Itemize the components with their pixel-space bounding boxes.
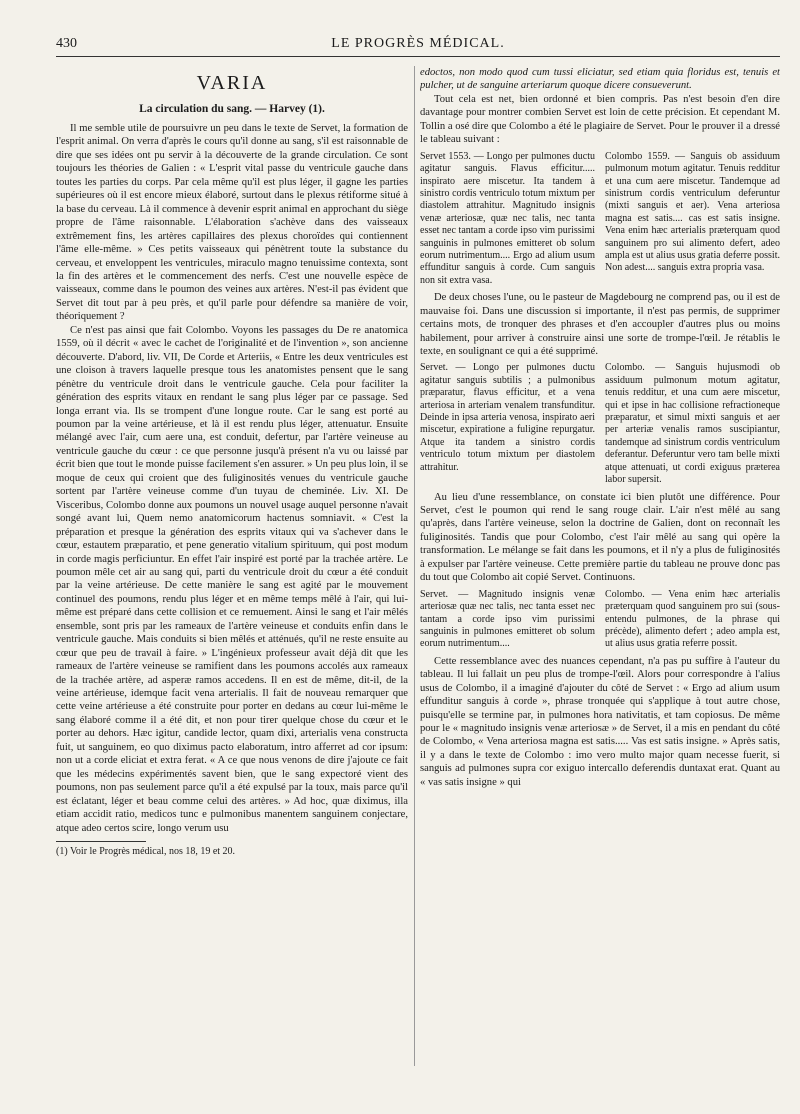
servet-column: Servet. — Longo per pulmones ductu agitatur sanguis subtilis ; a pulmonibus præparatur, flavus efficitur, et a vena arteriosa in arteriam venalem transfunditur. Deinde in ipsa arteria venosa, inspirato aeri miscetur, expiratione a fuligine repurgatur. Atque ita tandem a sinistro cordis ventriculo totum mixtum per diastolem attrahitur. [420, 362, 595, 473]
page-number: 430 [56, 36, 77, 51]
left-column [56, 66, 408, 1076]
footnote-rule [56, 841, 146, 842]
paragraph: Tout cela est net, bien ordonné et bien compris. Pas n'est besoin d'en dire davantage pour montrer combien Servet est loin de cette précision. Et cependant M. Tollin a osé dire que Colombo a été le plagiaire de Servet. Pour le prouver il a dressé le tableau suivant : [420, 93, 780, 146]
running-title: LE PROGRÈS MÉDICAL. [331, 36, 505, 51]
footnote: (1) Voir le Progrès médical, nos 18, 19 et 20. [56, 846, 236, 858]
comparison-table-2 [420, 362, 780, 486]
paragraph: Il me semble utile de poursuivre un peu dans le texte de Servet, la formation de l'esprit animal. On verra d'après le cours qu'il donne au sang, s'il est raisonnable de dire que ses idées ont pu servir à la découverte de la grande circulation. Ce sont toujours les théories de Galien : « L'esprit vital passe du ventricule gauche dans toutes les parties du corps. Par cela même qu'il est plus léger, il gagne les parties supérieures où il est encore mieux élaboré, surtout dans le plexus rétiforme situé à la base du cerveau. Là il commence à devenir esprit animal en approchant du siège propre de l'âme raisonnable. L'élaboration s'achève dans des vaisseaux extrêmement fins, les artères capillaires des plexus choroïdes qui contiennent l'âme elle-même. » Ces petits vaisseaux qui pénètrent toute la substance du cerveau, et enveloppent les ventricules, miraculo magno tenuissime contexta, sont la fin des artères et le commencement des nerfs. C'est une nouvelle espèce de vaisseaux, comme dans le poumon des veines aux artères. N'est-il pas évident que Servet dit tout par à peu près, et qu'il parle pour défendre sa manière de voir, théoriquement ? [56, 123, 408, 323]
article-title: La circulation du sang. — Harvey (1). [139, 103, 325, 115]
servet-column: Servet. — Magnitudo insignis venæ arteriosæ quæ nec talis, nec tanta esset nec tantam a corde ipso vim purissimi sanguinis in pulmones emitteret ob solum eorum nutrimentum.... [420, 588, 595, 650]
comparison-table-1 [420, 151, 780, 287]
paragraph: Ce n'est pas ainsi que fait Colombo. Voyons les passages du De re anatomica 1559, où il décrit « avec le cachet de l'originalité et de l'invention », son ancienne découverte. D'abord, liv. VII, De Corde et Arteriis, « Entre les deux ventricules est une cloison à travers laquelle presque tous les anatomistes pensent que le sang pénètre du ventricule droit dans le ventricule gauche. Cela pour faciliter la génération des esprits vitaux en rendant le sang plus léger par ce passage. Sed longa errant via. Ils se trompent d'une longue route. Car le sang est porté au poumon par la veine artérieuse, et là il est rendu plus léger, attenuatur. Ensuite mélangé avec l'air, cum aere una, est conduit, defertur, par l'artère veineuse au ventricule gauche du cœur : ce que personne jusqu'à présent n'a vu ou laissé par écrit bien que tout le monde puisse facilement s'en assurer. » Un peu plus loin, il se moque de ceux qui croient que des fuliginosités venues du ventricule gauche sortent par l'artère veineuse comme d'un tuyau de cheminée. Liv. XI. De Visceribus, Colombo donne aux poumons un nouvel usage auquel personne n'avait songé avant lui, Quem nemo anatomicorum hactenus somniavit. « C'est la préparation et presque la génération des esprits vitaux qui va s'achever dans le cœur, estautem præparatio, et pene generatio vitalium spirituum, qui post modum in corde magis perficiuntur. En effet l'air inspiré est porté par la trachée artère. Le poumon mêle cet air au sang qui, parti du ventricule droit du cœur a été conduit par la veine artérieuse. De cette manière le sang est agité par le mouvement continuel des poumons, rendu plus léger et en même temps mêlé à l'air, qui lui-même est préparé dans cette collision et ce remuement. Ainsi le sang et l'air mêlés ensemble, sont pris par les rameaux de l'artère veineuse et conduits enfin dans le ventricule gauche. Mais conduits si bien mêlés et atténués, qu'il ne reste ensuite au cœur que peu de travail à faire. » L'ingénieux professeur avait déjà dit que les rameaux de l'artère veineuse se ramifient dans les poumons accolés aux rameaux de la trachée artère, ad asperæ ramos accedens. Il en est de même, dit-il, de la veine artérieuse, idemque facit vena arterialis. Il fait de nouveau remarquer que cette veine artérieuse a été construite pour porter en dedans au cœur lui-même le sang élaboré comme il a été dit, et non pour tirer quelque chose du cœur et le porter au dehors. Hæc igitur, candide lector, quam dixi, arterialis vena constructa fuit, ut sanguinem, eo quo diximus pacto elaboratum, intro afferret ad cor ipsum: non ut a corde eliciat et extra ferat. « A ce que nous venons de dire j'ajoute ce fait que les médecins expérimentés savent bien, que le sang expectoré vient des poumons, non pas seulement parce qu'il a été expulsé par la toux, mais parce qu'il est éclatant, léger et beau comme celui des artères. » Ad hoc, quæ diximus, illa etiam accidit ratio, medicos tunc e pulmonibus manentem sanguinem conjectare, atque adeo certos scire, longo verum usu [56, 324, 408, 834]
column-divider [414, 66, 415, 1066]
servet-column: Servet 1553. — Longo per pulmones ductu agitatur sanguis. Flavus efficitur..... inspirato aere miscetur. Ita tandem à sinistro cordis ventriculo totum mixtum per diastolem attrahitur. Magnitudo insignis venæ arteriosæ, quæ nec talis, nec tanta esset nec tantam a corde ipso vim purissimi sanguinis in pulmones emitteret ob solum eorum nutrimentum.... Ergo ad alium usum effunditur sanguis à corde. Cum sanguis non sit extra vasa. [420, 150, 595, 286]
colombo-column: Colombo. — Vena enim hæc arterialis præterquam quod sanguinem pro sui (sous-entendu pulmones, de la phrase qui précède), alimento defert ; adeo ampla est, ut alius usus gratia referre possit. [605, 588, 780, 650]
colombo-column: Colombo 1559. — Sanguis ob assiduum pulmonum motum agitatur. Tenuis redditur et una cum aere miscetur. Tandemque ad sinistrum cordis ventriculum deferuntur (mixti sanguis et aer). Vena arteriosa magna est satis.... cas est satis insigne. Vena enim hæc arterialis præterquam quod sanguinem pro sui alimento defert, adeo ampla est ut alius usus gratia deferre possit. Non adest.... sanguis extra propria vasa. [605, 150, 780, 274]
right-column [420, 66, 780, 1076]
paragraph: De deux choses l'une, ou le pasteur de Magdebourg ne comprend pas, ou il est de mauvaise foi. Dans une discussion si importante, il n'est pas permis, de supprimer certains mots, de tronquer des phrases et d'en accoupler d'autres plus ou moins habilement, pour arriver à construire ainsi une sorte de trompe-l'œil. Je rétablis le texte, en soulignant ce qui a été supprimé. [420, 292, 780, 357]
colombo-column: Colombo. — Sanguis hujusmodi ob assiduum pulmonum motum agitatur, tenuis redditur, et una cum aere miscetur, qui et ipse in hac collisione refractioneque præparatur, et simul mixti sanguis et aer per arteriæ venalis ramos suscipiantur, tandemque ad sinistrum cordis ventriculum deferantur. Deferuntur vero tam belle mixti atque attenuati, ut cordi exiguus præterea labor supersit. [605, 362, 780, 486]
latin-quote: edoctos, non modo quod cum tussi eliciatur, sed etiam quia floridus est, tenuis et pulcher, ut de sanguine arteriarum quoque dicere consueverunt. [420, 67, 780, 92]
comparison-table-3 [420, 589, 780, 651]
section-title: VARIA [196, 72, 268, 94]
paragraph: Au lieu d'une ressemblance, on constate ici bien plutôt une différence. Pour Servet, c'est le poumon qui rend le sang rouge clair. L'air n'est mêlé au sang qu'après, dans l'artère veineuse, selon la doctrine de Galien, dont on reconnaît les fuliginosités. Tandis que pour Colombo, c'est l'air mêlé au sang qui opère la transformation. Le mélange se fait dans les poumons, et il n'y a plus de fuliginosités à expulser par l'artère veineuse. Cette première partie du tableau ne prouve donc pas du tout que Colombo ait copié Servet. Continuons. [420, 491, 780, 584]
page-header [56, 34, 780, 57]
paragraph: Cette ressemblance avec des nuances cependant, n'a pas pu suffire à l'auteur du tableau. Il lui fallait un peu plus de trompe-l'œil. Alors pour correspondre à l'alius usus de Colombo, il a imaginé d'ajouter du côté de Servet : « Ergo ad alium usum effunditur sanguis à corde », phrase tronquée qui s'applique à tout autre chose, puisqu'elle se termine par, in pulmones hora nativitatis, et tam copiosus. De même pour le « magnitudo insignis venæ arteriosæ » de Servet, il a mis en pendant du côté de Colombo, « Vena arteriosa magna est satis..... Vas est satis insigne. » Après satis, il y a dans le texte de Colombo : imo vero multo major quam necesse fuerit, si sanguis ad pulmones supra cor exiguo intercallo deferendis duntaxat erat. Quant au « vas satis insigne » qui [420, 655, 780, 788]
